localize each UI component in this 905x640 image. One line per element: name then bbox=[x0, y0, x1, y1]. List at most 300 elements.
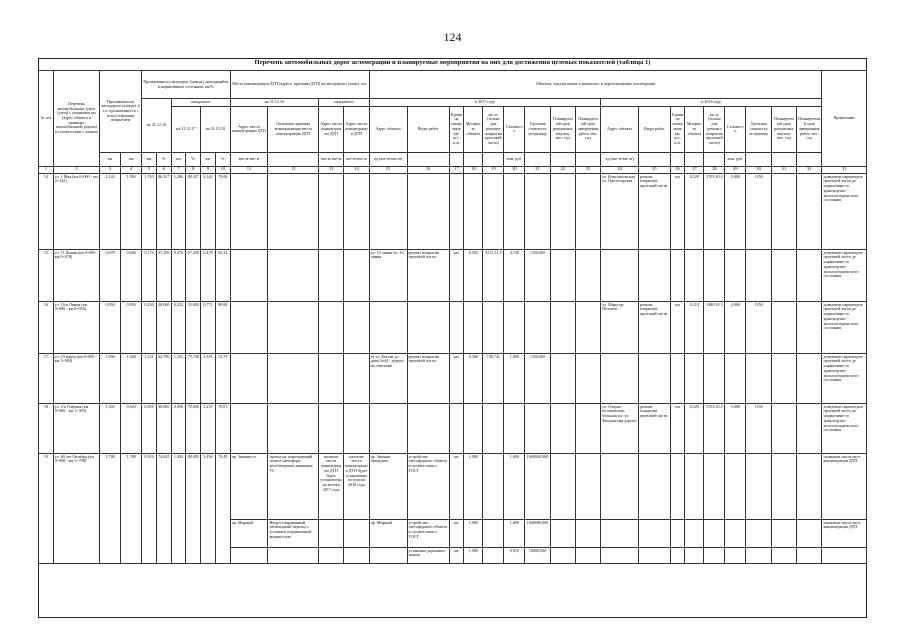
column-number: 10 bbox=[215, 166, 230, 173]
empty-cell bbox=[575, 519, 600, 547]
cell-cost17 bbox=[504, 403, 525, 453]
cell-work18: ремонт покрытия проезжей части bbox=[639, 403, 671, 453]
u-km: км bbox=[201, 152, 216, 166]
empty-cell bbox=[230, 547, 268, 563]
hdr-dtp-count18: Адрес места концентрации ДТП bbox=[344, 106, 369, 152]
cell-a1: 0,914 bbox=[142, 453, 157, 563]
column-number: 32 bbox=[796, 166, 821, 173]
empty-cell bbox=[483, 547, 504, 563]
column-number: 18 bbox=[464, 166, 483, 173]
cell-unit17 bbox=[449, 301, 464, 353]
hdr-length: Протяженность автодороги (улицы), в т.ч. протяженность с искусственным покрытием bbox=[100, 71, 142, 153]
empty-cell bbox=[268, 301, 319, 353]
cell-work17 bbox=[407, 301, 449, 353]
hdr-power18: Мощность объекта bbox=[685, 106, 704, 152]
cell-road: ул. 16-я Линия (км 0+000 - км 0+950) bbox=[53, 301, 99, 353]
cell-pw17_c: 1,000 bbox=[464, 547, 483, 563]
u-kmkm: км+м-км+м bbox=[230, 152, 268, 166]
cell-c2: 80,00 bbox=[215, 301, 230, 353]
empty-cell bbox=[575, 453, 600, 519]
cell-unit18: км bbox=[670, 173, 685, 249]
empty-cell bbox=[601, 453, 639, 519]
empty-cell bbox=[344, 353, 369, 403]
cell-b1: 1,280 bbox=[171, 173, 186, 249]
cell-road: ул. 11 Линия (км 0+000 - км 0+678) bbox=[53, 249, 99, 301]
hdr-planend17: Планируемый срок завершения работ, мес. год bbox=[575, 106, 600, 152]
column-number: 11 bbox=[230, 166, 268, 173]
cell-dtp1_addr: пр. Зимняя-ул. bbox=[230, 453, 268, 519]
cell-note: доведение параметров проезжей части до нормативно-го транспортно-эксплуатацион-ного состояния bbox=[822, 173, 867, 249]
cell-b2: 33,003 bbox=[186, 301, 201, 353]
column-number: 4 bbox=[121, 166, 142, 173]
cell-a1: 0,250 bbox=[142, 301, 157, 353]
u-pct: % bbox=[186, 152, 201, 166]
cell-b1: 0,252 bbox=[171, 301, 186, 353]
empty-cell bbox=[344, 403, 369, 453]
empty-cell bbox=[550, 173, 575, 249]
empty-cell bbox=[639, 547, 671, 563]
cell-a2: 27,256 bbox=[156, 249, 171, 301]
cell-l2: 0,646 bbox=[121, 249, 142, 301]
cell-unit18: км bbox=[670, 403, 685, 453]
u-addr: ад.(км+м-км+м) bbox=[369, 152, 407, 166]
cell-a2: 28,000 bbox=[156, 301, 171, 353]
cell-uc17: 1350,000 bbox=[525, 249, 550, 301]
empty-cell bbox=[550, 353, 575, 403]
table-row bbox=[39, 403, 867, 453]
empty-cell bbox=[796, 403, 821, 453]
cell-c1: 1,210 bbox=[201, 403, 216, 453]
cell-b1: 0,476 bbox=[171, 249, 186, 301]
cell-pw18: 0,213 bbox=[685, 301, 704, 353]
empty-cell bbox=[344, 173, 369, 249]
cell-cost17_a: 1,600 bbox=[504, 453, 525, 519]
empty-cell bbox=[319, 173, 344, 249]
cell-n: 14 bbox=[39, 173, 54, 249]
cell-c2: 74,75 bbox=[215, 353, 230, 403]
column-number: 7 bbox=[171, 166, 186, 173]
u-km: км bbox=[142, 152, 157, 166]
cell-l1: 1,303 bbox=[100, 403, 121, 453]
hdr-sqm17: кв. м. (только для ремонта покрытия проезжей части) bbox=[483, 106, 504, 152]
hdr-dtp-expected: ожидаемое bbox=[319, 99, 370, 107]
cell-pw17: 0,502 bbox=[464, 249, 483, 301]
empty-cell bbox=[796, 301, 821, 353]
u-kmkm: км+м-км+м bbox=[344, 152, 369, 166]
column-number: 5 bbox=[142, 166, 157, 173]
cell-pw18: 0,529 bbox=[685, 403, 704, 453]
hdr-num: № п/п bbox=[39, 71, 54, 167]
cell-work18 bbox=[639, 249, 671, 301]
column-number: 24 bbox=[601, 166, 639, 173]
hdr-dtp-addr: Адрес места концентрации ДТП bbox=[230, 106, 268, 152]
cell-c2: 74,49 bbox=[215, 453, 230, 563]
empty-cell bbox=[771, 547, 796, 563]
empty-cell bbox=[319, 249, 344, 301]
cell-b1: 1,331 bbox=[171, 353, 186, 403]
cell-uc18: 1350 bbox=[746, 301, 771, 353]
empty-cell bbox=[725, 547, 746, 563]
empty-cell bbox=[230, 353, 268, 403]
cell-addr17_a: пр. Зимняя-Заводская bbox=[369, 453, 407, 519]
cell-cost17 bbox=[504, 301, 525, 353]
hdr-cost18: Стоимость bbox=[725, 106, 746, 152]
hdr-cost17: Стоимость bbox=[504, 106, 525, 152]
empty-cell bbox=[704, 519, 725, 547]
cell-c1: 0,772 bbox=[201, 301, 216, 353]
empty-cell bbox=[704, 453, 725, 519]
hdr-unitcost17: Удельная стоимость за единицу bbox=[525, 106, 550, 152]
hdr-dtp-d1216: на 31.12.16 bbox=[230, 99, 318, 107]
cell-uc17: 1350,000 bbox=[525, 353, 550, 403]
empty-cell bbox=[796, 249, 821, 301]
empty-cell bbox=[796, 353, 821, 403]
column-number: 17 bbox=[449, 166, 464, 173]
cell-b1: 1,494 bbox=[171, 453, 186, 563]
empty-cell bbox=[725, 453, 746, 519]
cell-work18: ремонт покрытия проезжей части bbox=[639, 173, 671, 249]
hdr-d1217: на 31.12.17 bbox=[171, 106, 200, 152]
hdr-sqm18: кв. м. (только для ремонта покрытия проезжей части) bbox=[704, 106, 725, 152]
cell-cost18 bbox=[725, 249, 746, 301]
cell-sq18: 3703,30 4 bbox=[704, 403, 725, 453]
empty-cell bbox=[230, 301, 268, 353]
u-kmkm: км+м-км+м bbox=[319, 152, 344, 166]
cell-uc17 bbox=[525, 173, 550, 249]
empty-cell bbox=[344, 249, 369, 301]
empty-cell bbox=[670, 519, 685, 547]
cell-l1: 0,678 bbox=[100, 249, 121, 301]
empty-cell bbox=[771, 353, 796, 403]
empty-cell bbox=[575, 301, 600, 353]
hdr-d1216: на 31.12.16 bbox=[142, 99, 171, 153]
cell-cost17_c: 0,010 bbox=[504, 547, 525, 563]
cell-note: снижение числа мест концентрации ДТП bbox=[822, 519, 867, 547]
cell-l2: 1,528 bbox=[121, 353, 142, 403]
table-row bbox=[39, 353, 867, 403]
cell-unit17 bbox=[449, 173, 464, 249]
empty-cell bbox=[550, 403, 575, 453]
cell-unit18 bbox=[670, 353, 685, 403]
table-title: Перечень автомобильных дорог агломерации и планируемые мероприятия на них для достижения целевых показателей (таблица 1) bbox=[254, 59, 651, 66]
empty-cell bbox=[268, 547, 319, 563]
cell-dtp2_addr: пр. Мирный bbox=[230, 519, 268, 547]
cell-sq17 bbox=[483, 403, 504, 453]
cell-pw17_b: 1,000 bbox=[464, 519, 483, 547]
cell-uc18 bbox=[746, 353, 771, 403]
cell-pw18 bbox=[685, 249, 704, 301]
column-number: 27 bbox=[685, 166, 704, 173]
cell-l1: 0,950 bbox=[100, 301, 121, 353]
column-number: 8 bbox=[186, 166, 201, 173]
cell-cost18 bbox=[725, 353, 746, 403]
column-number: 30 bbox=[746, 166, 771, 173]
column-number: 12 bbox=[268, 166, 319, 173]
column-number: 6 bbox=[156, 166, 171, 173]
cell-road: ул. 2-я Озерная (км 0+000 - км 1+303) bbox=[53, 403, 99, 453]
cell-a2: 86,357 bbox=[156, 173, 171, 249]
empty-cell bbox=[746, 453, 771, 519]
cell-pw17_a: 1,000 bbox=[464, 453, 483, 519]
empty-cell bbox=[771, 519, 796, 547]
column-number: 23 bbox=[575, 166, 600, 173]
empty-cell bbox=[319, 353, 344, 403]
column-number: 28 bbox=[704, 166, 725, 173]
cell-addr17: от ул. Котова до дома №44 - дороги на очистные bbox=[369, 353, 407, 403]
empty-cell bbox=[796, 453, 821, 519]
column-number: 3 bbox=[100, 166, 121, 173]
cell-unit17_b: шт. bbox=[449, 519, 464, 547]
hdr-dtp-count17: Адрес места концентрации ДТП bbox=[319, 106, 344, 152]
empty-cell bbox=[268, 249, 319, 301]
cell-unit18 bbox=[670, 249, 685, 301]
cell-sq17 bbox=[483, 301, 504, 353]
empty-cell bbox=[550, 453, 575, 519]
cell-n: 17 bbox=[39, 353, 54, 403]
u-mln: млн. руб. bbox=[725, 152, 746, 166]
hdr-y2018: в 2018 году bbox=[601, 99, 822, 107]
cell-l1: 1,788 bbox=[100, 453, 121, 563]
cell-sq18 bbox=[704, 249, 725, 301]
empty-cell bbox=[319, 403, 344, 453]
cell-addr17 bbox=[369, 301, 407, 353]
column-number: 13 bbox=[319, 166, 344, 173]
column-number: 9 bbox=[201, 166, 216, 173]
empty-cell bbox=[550, 519, 575, 547]
cell-work17 bbox=[407, 173, 449, 249]
cell-uc17_c: 10000,000 bbox=[525, 547, 550, 563]
cell-unit18: км bbox=[670, 301, 685, 353]
cell-work17: ремонт покрытия проезжей части bbox=[407, 353, 449, 403]
empty-cell bbox=[746, 519, 771, 547]
empty-cell bbox=[230, 249, 268, 301]
cell-pw17 bbox=[464, 301, 483, 353]
column-number: 21 bbox=[525, 166, 550, 173]
cell-pw17: 0,306 bbox=[464, 353, 483, 403]
cell-sq18: 3703,30 4 bbox=[704, 173, 725, 249]
cell-b2: 88,005 bbox=[186, 453, 201, 563]
column-number: 26 bbox=[670, 166, 685, 173]
table-row bbox=[39, 173, 867, 249]
column-number: 16 bbox=[407, 166, 449, 173]
cell-unit17: км bbox=[449, 249, 464, 301]
cell-a2: 74,625 bbox=[156, 453, 171, 563]
column-number: 19 bbox=[483, 166, 504, 173]
cell-dtp1_c2: наличие места концентрации ДТП будет установлено по итогам 2018 года bbox=[344, 453, 369, 519]
table-row bbox=[39, 453, 867, 519]
cell-c2: 79,06 bbox=[215, 173, 230, 249]
empty-cell bbox=[685, 547, 704, 563]
hdr-work18: Виды работ bbox=[639, 106, 671, 152]
cell-pw17 bbox=[464, 173, 483, 249]
empty-cell bbox=[268, 173, 319, 249]
cell-work17_b: устройство светофорного объекта в соответствии с ГОСТ bbox=[407, 519, 449, 547]
u-pct: % bbox=[156, 152, 171, 166]
cell-work18: ремонт покрытия проезжей части bbox=[639, 301, 671, 353]
empty-cell bbox=[725, 519, 746, 547]
hdr-unit18: Единица измерения км, шт., п.м. bbox=[670, 106, 685, 152]
empty-cell bbox=[639, 519, 671, 547]
empty-cell bbox=[746, 547, 771, 563]
cell-unit17: км bbox=[449, 353, 464, 403]
u-km: км bbox=[100, 152, 121, 166]
column-number: 1 bbox=[39, 166, 54, 173]
cell-l2: 0,620 bbox=[121, 403, 142, 453]
hdr-d1218: на 31.12.18 bbox=[201, 106, 230, 152]
empty-cell bbox=[319, 519, 344, 547]
cell-sq17: 3511,11 1 bbox=[483, 249, 504, 301]
hdr-expected: ожидаемое bbox=[171, 99, 230, 107]
table-row bbox=[39, 249, 867, 301]
empty-cell bbox=[704, 547, 725, 563]
empty-cell bbox=[344, 519, 369, 547]
cell-pw17 bbox=[464, 403, 483, 453]
cell-road: ул. 19 марта (км 0+000 - км 1+904) bbox=[53, 353, 99, 403]
cell-n: 19 bbox=[39, 453, 54, 563]
cell-c2: 70,01 bbox=[215, 403, 230, 453]
cell-dtp2_reason: Неурегулированный пешеходный переход с условием ограниченной видимостью bbox=[268, 519, 319, 547]
cell-note: доведение параметров проезжей части до нормативно-го транспортно-эксплуатацион-ного состояния bbox=[822, 403, 867, 453]
cell-cost17: 4,740 bbox=[504, 249, 525, 301]
cell-sq18 bbox=[704, 353, 725, 403]
cell-work18 bbox=[639, 353, 671, 403]
cell-n: 18 bbox=[39, 403, 54, 453]
column-number: 33 bbox=[822, 166, 867, 173]
column-number: 31 bbox=[771, 166, 796, 173]
cell-addr17 bbox=[369, 403, 407, 453]
cell-cost17: 1,600 bbox=[504, 353, 525, 403]
cell-pw18: 0,529 bbox=[685, 173, 704, 249]
empty-cell bbox=[550, 301, 575, 353]
hdr-dtp-reason: Описание причины возникновения места концентрации ДТП bbox=[268, 106, 319, 152]
cell-uc17 bbox=[525, 403, 550, 453]
hdr-unitcost18: Удельная стоимость за единицу bbox=[746, 106, 771, 152]
hdr-power17: Мощность объекта bbox=[464, 106, 483, 152]
cell-uc17 bbox=[525, 301, 550, 353]
cell-cost18: 5,000 bbox=[725, 173, 746, 249]
cell-a2: 64,796 bbox=[156, 353, 171, 403]
hdr-unit17: Единица измерения км, шт., п.м. bbox=[449, 106, 464, 152]
cell-addr18: ул. Озерно-кутоновская-большая пл. ул. Звездин-ная дороги bbox=[601, 403, 639, 453]
cell-b2: 88,357 bbox=[186, 173, 201, 249]
empty-cell bbox=[369, 547, 407, 563]
u-addr: ад.(км+м-км+м) bbox=[601, 152, 639, 166]
cell-road: ул. 1 Мая (км 0+000 - км 2+142) bbox=[53, 173, 99, 249]
hdr-obj-addr17: Адрес объекта bbox=[369, 106, 407, 152]
hdr-planend18: Планируемый срок завершения работ, мес. год bbox=[796, 106, 821, 152]
u-km: км bbox=[121, 152, 142, 166]
cell-note: снижение числа мест концентрации ДТП bbox=[822, 453, 867, 519]
cell-dtp1_c1: наличие места концентрации ДТП будет установлено по итогам 2017 года bbox=[319, 453, 344, 519]
cell-note: доведение параметров проезжей части до нормативно-го транспортно-эксплуатацион-ного состояния bbox=[822, 301, 867, 353]
cell-note: доведение параметров проезжей части до нормативно-го транспортно-эксплуатацион-ного состояния bbox=[822, 353, 867, 403]
empty-cell bbox=[575, 403, 600, 453]
hdr-length-norm: Протяженность автодорог (улицы), находящейся в нормативном состоянии, км/% bbox=[142, 71, 230, 99]
empty-cell bbox=[685, 519, 704, 547]
cell-a1: 1,763 bbox=[142, 173, 157, 249]
empty-cell bbox=[575, 173, 600, 249]
cell-b1: 0,956 bbox=[171, 403, 186, 453]
hdr-planrepair18: Планируемый срок ремонтных закупок, мес. год bbox=[771, 106, 796, 152]
cell-addr18: ул. Мира-пр. Полевов bbox=[601, 301, 639, 353]
empty-cell bbox=[771, 403, 796, 453]
empty-cell bbox=[319, 301, 344, 353]
u-mln: млн. руб. bbox=[504, 152, 525, 166]
empty-cell bbox=[575, 547, 600, 563]
empty-cell bbox=[601, 519, 639, 547]
cell-uc18 bbox=[746, 249, 771, 301]
cell-work17: ремонт покрытия проезжей части bbox=[407, 249, 449, 301]
hdr-dtp: Места концентрации ДТП (адреса, причины ДТП) на автодороге (улице), шт. bbox=[230, 71, 369, 99]
column-number: 14 bbox=[344, 166, 369, 173]
cell-road: ул. 60 лет Октября (км 0+000 - км 1+798) bbox=[53, 453, 99, 563]
u-pct: % bbox=[215, 152, 230, 166]
empty-cell bbox=[796, 519, 821, 547]
hdr-note: Примечание bbox=[822, 71, 867, 167]
empty-cell bbox=[685, 453, 704, 519]
column-number: 20 bbox=[504, 166, 525, 173]
empty-cell bbox=[344, 301, 369, 353]
cell-pw18 bbox=[685, 353, 704, 403]
cell-sq18: 1489,33 3 bbox=[704, 301, 725, 353]
cell-sq17 bbox=[483, 173, 504, 249]
empty-cell bbox=[771, 173, 796, 249]
cell-a2: 40,000 bbox=[156, 403, 171, 453]
empty-cell bbox=[550, 547, 575, 563]
cell-l1: 2,142 bbox=[100, 173, 121, 249]
empty-cell bbox=[639, 453, 671, 519]
cell-c1: 2,142 bbox=[201, 173, 216, 249]
column-number: 2 bbox=[53, 166, 99, 173]
road-table bbox=[38, 70, 867, 564]
cell-c1: 0,478 bbox=[201, 249, 216, 301]
empty-cell bbox=[319, 547, 344, 563]
cell-unit17_c: шт. bbox=[449, 547, 464, 563]
cell-cost18: 5,000 bbox=[725, 403, 746, 453]
cell-cost18: 2,006 bbox=[725, 301, 746, 353]
empty-cell bbox=[771, 249, 796, 301]
cell-a1: 1,231 bbox=[142, 353, 157, 403]
cell-l2: 1,994 bbox=[121, 173, 142, 249]
cell-c1: 1,494 bbox=[201, 453, 216, 563]
empty-cell bbox=[230, 173, 268, 249]
hdr-road: Перечень автомобильных дорог (улиц) с указанием км (адрес объекта в границах автомобильной дороги) в соответствии с планом bbox=[53, 71, 99, 167]
cell-addr17 bbox=[369, 173, 407, 249]
empty-cell bbox=[268, 353, 319, 403]
cell-cost17 bbox=[504, 173, 525, 249]
cell-work17 bbox=[407, 403, 449, 453]
hdr-y2017: в 2017 году bbox=[369, 99, 601, 107]
page-number: 124 bbox=[443, 30, 462, 44]
hdr-work17: Виды работ bbox=[407, 106, 449, 152]
cell-a1: 0,056 bbox=[142, 403, 157, 453]
cell-note: доведение параметров проезжей части до нормативно-го транспортно-эксплуатацион-ного состояния bbox=[822, 249, 867, 301]
hdr-obj-addr18: Адрес объекта bbox=[601, 106, 639, 152]
cell-addr17_b: пр. Мирный bbox=[369, 519, 407, 547]
cell-sq17: 740,741 bbox=[483, 353, 504, 403]
empty-cell bbox=[601, 547, 639, 563]
cell-b2: 70,650 bbox=[186, 403, 201, 453]
empty-cell bbox=[483, 519, 504, 547]
cell-addr18: ул. Комсомольская ул. Пролетарская bbox=[601, 173, 639, 249]
column-numbers-row bbox=[39, 166, 867, 173]
cell-addr18 bbox=[601, 249, 639, 301]
cell-uc17_b: 1600000,000 bbox=[525, 519, 550, 547]
column-number: 25 bbox=[639, 166, 671, 173]
cell-unit17 bbox=[449, 403, 464, 453]
cell-c1: 1,331 bbox=[201, 353, 216, 403]
cell-n: 16 bbox=[39, 301, 54, 353]
